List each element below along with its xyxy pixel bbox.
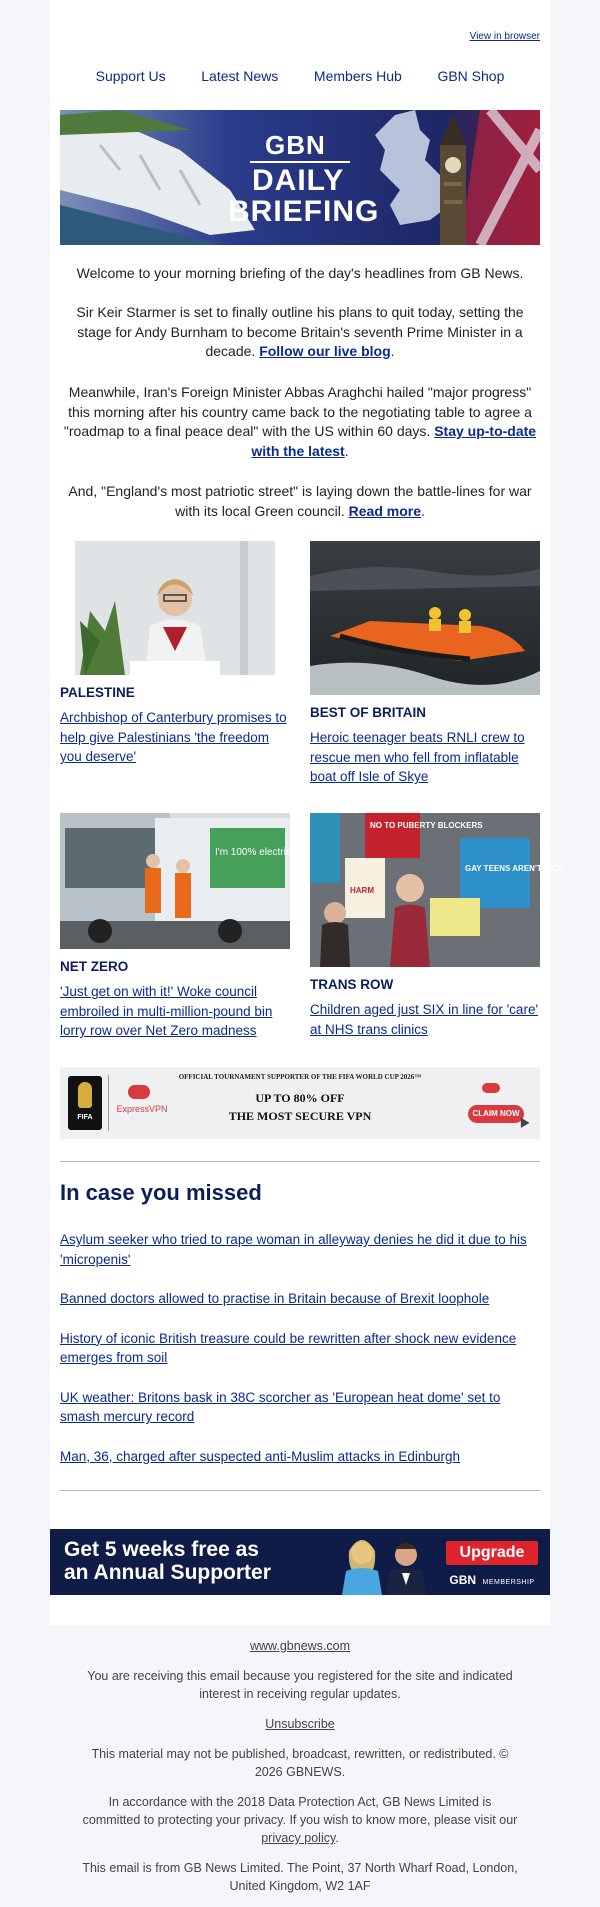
ad-top-line: OFFICIAL TOURNAMENT SUPPORTER OF THE FIFA WORLD CUP 2026™ xyxy=(178,1073,422,1081)
story-net-zero-headline[interactable]: 'Just get on with it!' Woke council embroiled in multi-million-pound bin lorry row over Net Zero madness xyxy=(60,984,273,1038)
intro-welcome: Welcome to your morning briefing of the day's headlines from GB News. xyxy=(76,265,524,281)
protest-photo xyxy=(310,813,564,967)
story-best-of-britain xyxy=(310,541,540,787)
presenters-photo xyxy=(334,1529,434,1595)
footer xyxy=(50,1625,550,1907)
footer-copyright: This material may not be published, broadcast, rewritten, or redistributed. © 2026 GBNEWS. xyxy=(91,1747,509,1779)
lorry-text: I'm 100% electric xyxy=(215,847,291,858)
missed-item[interactable]: Man, 36, charged after suspected anti-Muslim attacks in Edinburgh xyxy=(60,1448,460,1464)
story-palestine-image[interactable] xyxy=(60,541,290,675)
period: . xyxy=(344,442,349,459)
read-more-link[interactable]: Read more xyxy=(348,502,421,519)
story-net-zero-kicker: NET ZERO xyxy=(60,959,129,974)
intro-iran xyxy=(60,383,540,461)
story-trans-row-image[interactable] xyxy=(310,813,564,967)
story-rnli-headline[interactable]: Heroic teenager beats RNLI crew to rescue men who fell from inflatable boat off Isle of Skye xyxy=(310,730,525,784)
divider-top xyxy=(60,1161,540,1162)
daily-briefing-banner[interactable] xyxy=(60,110,540,245)
placard-no-puberty-blockers: NO TO PUBERTY BLOCKERS xyxy=(370,821,483,830)
stay-up-to-date-link[interactable]: Stay up-to-date with the latest xyxy=(251,423,537,459)
nav-support-us[interactable]: Support Us xyxy=(95,68,166,84)
footer-privacy xyxy=(50,1793,550,1847)
nav-latest-news[interactable]: Latest News xyxy=(201,68,279,84)
story-net-zero xyxy=(60,813,290,1041)
in-case-you-missed-list xyxy=(60,1230,540,1486)
story-trans-row-headline[interactable]: Children aged just SIX in line for 'care' at NHS trans clinics xyxy=(310,1002,539,1037)
period: . xyxy=(335,1831,339,1845)
divider-bottom xyxy=(60,1490,540,1491)
gbn-logo-text: GBN xyxy=(449,1573,477,1587)
banner-title-line2: BRIEFING xyxy=(228,195,380,228)
missed-item[interactable]: Asylum seeker who tried to rape woman in alleyway denies he did it due to his 'micropenis' xyxy=(60,1232,527,1267)
intro-iran-text: Meanwhile, Iran's Foreign Minister Abbas Araghchi hailed "major progress" this morning after his country came back to the negotiating table to agree a "roadmap to a final peace deal" with the US within 60 days. xyxy=(63,384,532,439)
placard-gay-teens: GAY TEENS AREN'T SICK xyxy=(465,864,564,873)
top-nav xyxy=(60,68,540,84)
story-net-zero-image[interactable] xyxy=(60,813,290,949)
story-trans-row-kicker: TRANS ROW xyxy=(310,977,394,992)
gbnews-site-link[interactable]: www.gbnews.com xyxy=(249,1639,351,1653)
intro-starmer xyxy=(60,303,540,362)
missed-item[interactable]: History of iconic British treasure could be rewritten after shock new evidence emerges from soil xyxy=(60,1330,517,1365)
period: . xyxy=(421,502,425,519)
story-rnli-kicker: BEST OF BRITAIN xyxy=(310,705,426,720)
upgrade-button[interactable]: Upgrade xyxy=(446,1541,538,1565)
story-trans-row xyxy=(310,813,564,1039)
promo-line1: Get 5 weeks free as xyxy=(64,1538,259,1561)
membership-promo-banner[interactable] xyxy=(50,1529,550,1595)
trophy-icon xyxy=(78,1082,92,1108)
fifa-text: FIFA xyxy=(77,1114,93,1121)
intro-starmer-text: Sir Keir Starmer is set to finally outline his plans to quit today, setting the stage for Andy Burnham to become Britain's seventh Prime Minister in a decade. xyxy=(76,304,524,359)
privacy-policy-link[interactable]: privacy policy xyxy=(261,1831,336,1845)
ad-divider xyxy=(108,1075,109,1131)
promo-line2: an Annual Supporter xyxy=(64,1561,271,1584)
view-in-browser-link[interactable]: View in browser xyxy=(469,31,540,42)
expressvpn-cta-icon xyxy=(482,1083,500,1093)
period: . xyxy=(390,343,395,359)
privacy-text: In accordance with the 2018 Data Protection Act, GB News Limited is committed to protecting your privacy. If you wish to know more, please visit our xyxy=(82,1795,518,1827)
intro-patriotic-street xyxy=(60,482,540,521)
placard-harm: HARM xyxy=(350,886,374,895)
live-blog-link[interactable]: Follow our live blog xyxy=(259,343,391,359)
banner-logo: GBN xyxy=(265,130,326,160)
archbishop-photo xyxy=(60,541,290,675)
intro-patriotic-text: And, "England's most patriotic street" is laying down the battle-lines for war with its local Green council. xyxy=(68,483,532,519)
missed-item[interactable]: Banned doctors allowed to practise in Britain because of Brexit loophole xyxy=(60,1291,490,1306)
footer-address: This email is from GB News Limited. The Point, 37 North Wharf Road, London, United Kingdom, W2 1AF xyxy=(82,1861,518,1893)
claim-now-button[interactable]: CLAIM NOW xyxy=(468,1105,524,1123)
story-rnli-image[interactable] xyxy=(310,541,540,695)
membership-text: MEMBERSHIP xyxy=(482,1579,535,1586)
story-palestine xyxy=(60,541,290,767)
gbn-membership-logo xyxy=(446,1571,538,1589)
missed-item[interactable]: UK weather: Britons bask in 38C scorcher as 'European heat dome' set to smash mercury record xyxy=(60,1389,501,1424)
unsubscribe-link[interactable]: Unsubscribe xyxy=(265,1717,335,1731)
nav-members-hub[interactable]: Members Hub xyxy=(313,68,402,84)
nav-gbn-shop[interactable]: GBN Shop xyxy=(437,68,505,84)
in-case-you-missed-title: In case you missed xyxy=(60,1180,262,1205)
bin-lorry-photo xyxy=(60,813,290,949)
expressvpn-logo-icon xyxy=(128,1085,150,1099)
banner-title-line1: DAILY xyxy=(252,164,345,197)
ad-secure-vpn: THE MOST SECURE VPN xyxy=(228,1109,372,1123)
story-palestine-headline[interactable]: Archbishop of Canterbury promises to help give Palestinians 'the freedom you deserve' xyxy=(60,710,287,764)
ad-discount: UP TO 80% OFF xyxy=(255,1091,345,1105)
expressvpn-advert[interactable] xyxy=(60,1067,540,1139)
footer-registered-note: You are receiving this email because you registered for the site and indicated interest in receiving regular updates. xyxy=(87,1669,513,1701)
expressvpn-brand: ExpressVPN xyxy=(116,1104,168,1114)
fifa-trophy-badge xyxy=(68,1076,102,1130)
rnli-boat-photo xyxy=(310,541,540,695)
story-palestine-kicker: PALESTINE xyxy=(60,685,135,700)
